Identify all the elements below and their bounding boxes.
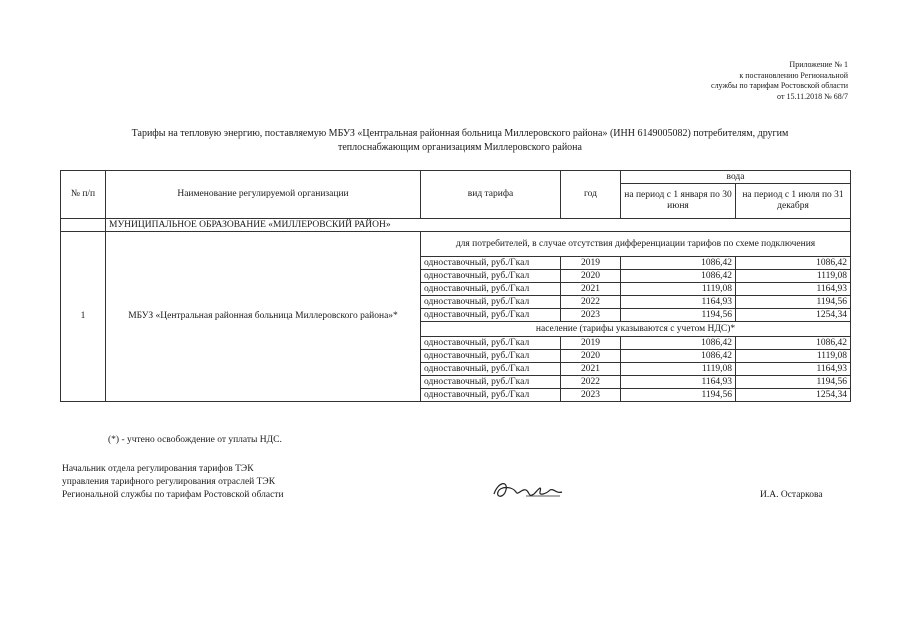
tariff-year: 2022 (561, 376, 621, 389)
tariff-period2: 1194,56 (736, 296, 851, 309)
appendix-line: к постановлению Региональной (739, 70, 848, 80)
tariff-type: одноставочный, руб./Гкал (421, 296, 561, 309)
municipality-num-cell (61, 219, 106, 232)
tariff-period2: 1086,42 (736, 337, 851, 350)
title-line: Тарифы на тепловую энергию, поставляемую МБУЗ «Центральная районная больница Миллеровского района» (ИНН 6149005082) потребителям, другим (131, 128, 789, 139)
tariff-period1: 1086,42 (621, 270, 736, 283)
signature-title-line: Начальник отдела регулирования тарифов ТЭК (62, 464, 254, 474)
header-tariff-type: вид тарифа (421, 171, 561, 219)
tariff-period1: 1086,42 (621, 257, 736, 270)
tariff-year: 2020 (561, 270, 621, 283)
tariff-period2: 1086,42 (736, 257, 851, 270)
signer-name: И.А. Остаркова (760, 490, 823, 500)
section1-title: для потребителей, в случае отсутствия дифференциации тарифов по схеме подключения (421, 232, 851, 257)
header-period2: на период с 1 июля по 31 декабря (736, 184, 851, 219)
handwritten-signature-icon (490, 476, 570, 504)
title-line: теплоснабжающим организациям Миллеровского района (338, 142, 582, 153)
document-title (60, 127, 860, 155)
header-water: вода (621, 171, 851, 184)
tariff-type: одноставочный, руб./Гкал (421, 309, 561, 322)
tariff-type: одноставочный, руб./Гкал (421, 376, 561, 389)
tariff-type: одноставочный, руб./Гкал (421, 350, 561, 363)
tariff-year: 2021 (561, 283, 621, 296)
header-num: № п/п (61, 171, 106, 219)
tariff-period1: 1194,56 (621, 389, 736, 402)
tariff-type: одноставочный, руб./Гкал (421, 257, 561, 270)
tariff-period1: 1194,56 (621, 309, 736, 322)
row-number: 1 (61, 232, 106, 402)
header-org: Наименование регулируемой организации (106, 171, 421, 219)
tariff-period2: 1254,34 (736, 309, 851, 322)
tariff-year: 2023 (561, 389, 621, 402)
tariff-year: 2023 (561, 309, 621, 322)
tariff-period2: 1254,34 (736, 389, 851, 402)
header-period1: на период с 1 января по 30 июня (621, 184, 736, 219)
municipality-label: МУНИЦИПАЛЬНОЕ ОБРАЗОВАНИЕ «МИЛЛЕРОВСКИЙ РАЙОН» (106, 219, 851, 232)
tariff-type: одноставочный, руб./Гкал (421, 337, 561, 350)
signature-title-line: управления тарифного регулирования отраслей ТЭК (62, 477, 276, 487)
tariff-type: одноставочный, руб./Гкал (421, 270, 561, 283)
tariff-year: 2019 (561, 257, 621, 270)
tariff-period1: 1086,42 (621, 337, 736, 350)
tariff-type: одноставочный, руб./Гкал (421, 363, 561, 376)
tariff-period2: 1119,08 (736, 350, 851, 363)
signature-title-line: Региональной службы по тарифам Ростовской области (62, 490, 284, 500)
tariff-period1: 1164,93 (621, 296, 736, 309)
section2-title: население (тарифы указываются с учетом НДС)* (421, 322, 851, 337)
organization-name: МБУЗ «Центральная районная больница Миллеровского района»* (106, 232, 421, 402)
tariff-period1: 1119,08 (621, 363, 736, 376)
header-year: год (561, 171, 621, 219)
tariff-period1: 1119,08 (621, 283, 736, 296)
tariff-period2: 1119,08 (736, 270, 851, 283)
tariff-type: одноставочный, руб./Гкал (421, 389, 561, 402)
tariff-period2: 1164,93 (736, 363, 851, 376)
tariff-period1: 1164,93 (621, 376, 736, 389)
tariffs-table (60, 170, 851, 402)
tariff-year: 2021 (561, 363, 621, 376)
tariff-period2: 1194,56 (736, 376, 851, 389)
appendix-line: Приложение № 1 (789, 60, 848, 69)
footnote: (*) - учтено освобождение от уплаты НДС. (108, 435, 282, 445)
tariff-year: 2019 (561, 337, 621, 350)
signature-block (62, 463, 284, 502)
tariff-year: 2020 (561, 350, 621, 363)
appendix-line: от 15.11.2018 № 68/7 (777, 91, 848, 101)
appendix-line: службы по тарифам Ростовской области (711, 81, 848, 90)
tariff-year: 2022 (561, 296, 621, 309)
tariff-period1: 1086,42 (621, 350, 736, 363)
tariff-period2: 1164,93 (736, 283, 851, 296)
tariff-type: одноставочный, руб./Гкал (421, 283, 561, 296)
appendix-block (628, 60, 848, 102)
